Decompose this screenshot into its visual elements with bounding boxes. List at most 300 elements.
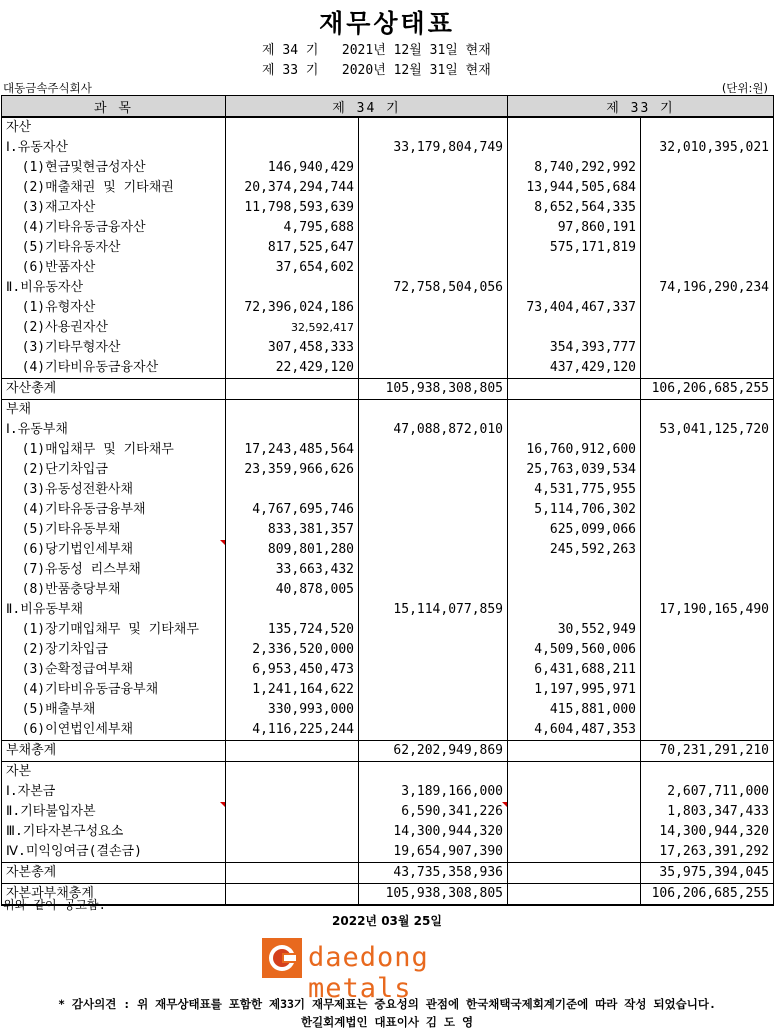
amount-cell xyxy=(508,884,641,906)
amount-cell xyxy=(508,218,641,238)
amount-cell xyxy=(508,379,641,400)
account-name-cell xyxy=(2,520,226,540)
amount-cell xyxy=(508,720,641,741)
table-row xyxy=(2,117,774,138)
amount-value: 35,975,394,045 xyxy=(659,865,769,880)
logo-wordmark: daedong metals xyxy=(308,942,429,1004)
company-name: 대동금속주식회사 xyxy=(3,81,92,95)
amount-cell xyxy=(641,720,774,741)
amount-value: 17,190,165,490 xyxy=(659,602,769,617)
account-name-cell xyxy=(2,480,226,500)
table-row xyxy=(2,540,774,560)
amount-value: 5,114,706,302 xyxy=(534,502,636,517)
amount-cell xyxy=(226,358,359,379)
amount-cell xyxy=(359,720,508,741)
amount-cell xyxy=(508,580,641,600)
amount-cell xyxy=(641,258,774,278)
table-row xyxy=(2,782,774,802)
amount-cell xyxy=(641,400,774,421)
amount-cell xyxy=(508,863,641,884)
amount-value: 32,010,395,021 xyxy=(659,140,769,155)
amount-cell xyxy=(359,762,508,783)
amount-value: 15,114,077,859 xyxy=(393,602,503,617)
table-row xyxy=(2,258,774,278)
amount-value: 809,801,280 xyxy=(267,542,354,557)
table-row xyxy=(2,379,774,400)
amount-cell xyxy=(641,560,774,580)
amount-cell xyxy=(508,420,641,440)
amount-cell xyxy=(359,580,508,600)
amount-cell xyxy=(641,741,774,762)
amount-value: 53,041,125,720 xyxy=(659,422,769,437)
amount-cell xyxy=(508,460,641,480)
amount-cell xyxy=(226,842,359,863)
account-name: (3)순확정급여부채 xyxy=(6,662,134,677)
amount-cell xyxy=(226,540,359,560)
amount-cell xyxy=(508,500,641,520)
account-name-cell xyxy=(2,338,226,358)
amount-cell xyxy=(359,680,508,700)
amount-cell xyxy=(359,540,508,560)
amount-cell xyxy=(226,158,359,178)
table-row xyxy=(2,318,774,338)
amount-cell xyxy=(359,520,508,540)
amount-cell xyxy=(508,117,641,138)
account-name: (3)유동성전환사채 xyxy=(6,482,134,497)
amount-cell xyxy=(508,822,641,842)
amount-cell xyxy=(359,884,508,906)
amount-value: 72,396,024,186 xyxy=(244,300,354,315)
amount-cell xyxy=(641,782,774,802)
amount-cell xyxy=(508,640,641,660)
amount-cell xyxy=(641,600,774,620)
amount-cell xyxy=(226,580,359,600)
amount-value: 354,393,777 xyxy=(549,340,636,355)
account-name: Ⅳ.미익잉여금(결손금) xyxy=(6,844,142,859)
amount-cell xyxy=(226,178,359,198)
amount-cell xyxy=(359,660,508,680)
amount-cell xyxy=(359,700,508,720)
amount-value: 4,795,688 xyxy=(283,220,354,235)
amount-cell xyxy=(641,762,774,783)
amount-value: 105,938,308,805 xyxy=(385,381,503,396)
table-row xyxy=(2,842,774,863)
amount-cell xyxy=(226,660,359,680)
amount-cell xyxy=(226,117,359,138)
table-row xyxy=(2,884,774,906)
amount-cell xyxy=(226,420,359,440)
amount-value: 23,359,966,626 xyxy=(244,462,354,477)
amount-cell xyxy=(641,802,774,822)
table-row xyxy=(2,802,774,822)
amount-value: 13,944,505,684 xyxy=(526,180,636,195)
table-row xyxy=(2,500,774,520)
account-name-cell xyxy=(2,620,226,640)
account-name-cell xyxy=(2,158,226,178)
table-row xyxy=(2,660,774,680)
account-name: 자본 xyxy=(6,764,32,779)
amount-cell xyxy=(641,298,774,318)
amount-value: 70,231,291,210 xyxy=(659,743,769,758)
account-name: Ⅱ.비유동부채 xyxy=(6,602,84,617)
amount-value: 11,798,593,639 xyxy=(244,200,354,215)
amount-cell xyxy=(226,680,359,700)
table-row xyxy=(2,420,774,440)
amount-cell xyxy=(226,640,359,660)
document-title: 재무상태표 xyxy=(319,9,455,38)
amount-value: 6,590,341,226 xyxy=(401,804,503,819)
amount-value: 40,878,005 xyxy=(275,582,354,597)
amount-value: 33,663,432 xyxy=(275,562,354,577)
amount-cell xyxy=(641,158,774,178)
period-previous: 제 33 기 2020년 12월 31일 현재 xyxy=(262,63,491,78)
table-row xyxy=(2,238,774,258)
account-name: Ⅱ.비유동자산 xyxy=(6,280,84,295)
amount-cell xyxy=(359,258,508,278)
amount-cell xyxy=(508,842,641,863)
account-name-cell xyxy=(2,600,226,620)
amount-cell xyxy=(641,863,774,884)
amount-cell xyxy=(641,338,774,358)
table-header-row xyxy=(2,96,774,118)
account-name-cell xyxy=(2,640,226,660)
amount-cell xyxy=(359,863,508,884)
amount-value: 245,592,263 xyxy=(549,542,636,557)
amount-value: 8,652,564,335 xyxy=(534,200,636,215)
amount-cell xyxy=(641,460,774,480)
account-name: (1)유형자산 xyxy=(6,300,96,315)
amount-cell xyxy=(359,640,508,660)
amount-cell xyxy=(508,520,641,540)
amount-value: 2,336,520,000 xyxy=(252,642,354,657)
account-name-cell xyxy=(2,580,226,600)
amount-cell xyxy=(641,640,774,660)
daedong-logo-icon xyxy=(262,938,302,978)
amount-value: 1,241,164,622 xyxy=(252,682,354,697)
amount-cell xyxy=(359,358,508,379)
amount-cell xyxy=(226,500,359,520)
amount-value: 19,654,907,390 xyxy=(393,844,503,859)
amount-value: 30,552,949 xyxy=(557,622,636,637)
table-row xyxy=(2,400,774,421)
account-name: (5)기타유동자산 xyxy=(6,240,121,255)
account-name: (3)기타무형자산 xyxy=(6,340,121,355)
account-name-cell xyxy=(2,560,226,580)
account-name-cell xyxy=(2,762,226,783)
amount-value: 17,263,391,292 xyxy=(659,844,769,859)
amount-cell xyxy=(359,500,508,520)
account-name: 부채총계 xyxy=(6,743,57,758)
account-name-cell xyxy=(2,238,226,258)
account-name-cell xyxy=(2,720,226,741)
account-name: (1)매입채무 및 기타채무 xyxy=(6,442,174,457)
amount-value: 3,189,166,000 xyxy=(401,784,503,799)
amount-cell xyxy=(641,500,774,520)
amount-value: 1,197,995,971 xyxy=(534,682,636,697)
account-name-cell xyxy=(2,379,226,400)
amount-cell xyxy=(641,420,774,440)
amount-cell xyxy=(508,198,641,218)
amount-value: 72,758,504,056 xyxy=(393,280,503,295)
account-name: (1)현금및현금성자산 xyxy=(6,160,146,175)
amount-cell xyxy=(359,822,508,842)
announcement-note: 위와 같이 공고함. xyxy=(3,898,106,912)
amount-value: 32,592,417 xyxy=(291,321,354,334)
amount-cell xyxy=(641,540,774,560)
amount-cell xyxy=(508,620,641,640)
account-name-cell xyxy=(2,218,226,238)
table-row xyxy=(2,440,774,460)
account-name: (4)기타유동금융자산 xyxy=(6,220,146,235)
amount-cell xyxy=(508,802,641,822)
amount-value: 33,179,804,749 xyxy=(393,140,503,155)
table-row xyxy=(2,520,774,540)
account-name-cell xyxy=(2,741,226,762)
amount-value: 437,429,120 xyxy=(549,360,636,375)
amount-cell xyxy=(508,440,641,460)
account-name-cell xyxy=(2,802,226,822)
amount-value: 330,993,000 xyxy=(267,702,354,717)
amount-cell xyxy=(359,741,508,762)
amount-cell xyxy=(508,178,641,198)
unit-label: (단위:원) xyxy=(721,81,768,95)
amount-cell xyxy=(508,338,641,358)
amount-cell xyxy=(641,680,774,700)
amount-cell xyxy=(359,620,508,640)
amount-cell xyxy=(226,218,359,238)
account-name-cell xyxy=(2,500,226,520)
comment-marker xyxy=(502,802,507,807)
account-name-cell xyxy=(2,117,226,138)
amount-cell xyxy=(508,680,641,700)
table-row xyxy=(2,700,774,720)
account-name: (7)유동성 리스부채 xyxy=(6,562,141,577)
account-name: (2)단기차입금 xyxy=(6,462,108,477)
account-name-cell xyxy=(2,138,226,158)
amount-cell xyxy=(226,802,359,822)
amount-value: 575,171,819 xyxy=(549,240,636,255)
amount-value: 4,531,775,955 xyxy=(534,482,636,497)
amount-cell xyxy=(508,782,641,802)
amount-cell xyxy=(508,278,641,298)
account-name-cell xyxy=(2,278,226,298)
company-logo xyxy=(262,938,522,1004)
table-row xyxy=(2,560,774,580)
amount-cell xyxy=(641,238,774,258)
account-name: 자산총계 xyxy=(6,381,57,396)
amount-cell xyxy=(226,720,359,741)
amount-cell xyxy=(641,218,774,238)
amount-cell xyxy=(226,762,359,783)
account-name-cell xyxy=(2,198,226,218)
table-row xyxy=(2,741,774,762)
amount-cell xyxy=(359,117,508,138)
account-name-cell xyxy=(2,863,226,884)
amount-cell xyxy=(359,480,508,500)
account-name: Ⅱ.기타불입자본 xyxy=(6,804,96,819)
account-name-cell xyxy=(2,700,226,720)
table-row xyxy=(2,863,774,884)
account-name: 부채 xyxy=(6,402,32,417)
account-name: 자본과부채총계 xyxy=(6,886,94,901)
amount-cell xyxy=(359,600,508,620)
account-name: (4)기타비유동금융부채 xyxy=(6,682,159,697)
amount-cell xyxy=(226,338,359,358)
amount-value: 37,654,602 xyxy=(275,260,354,275)
amount-value: 307,458,333 xyxy=(267,340,354,355)
amount-cell xyxy=(359,379,508,400)
amount-cell xyxy=(359,460,508,480)
amount-value: 4,767,695,746 xyxy=(252,502,354,517)
amount-value: 25,763,039,534 xyxy=(526,462,636,477)
amount-cell xyxy=(508,560,641,580)
account-name: (6)반품자산 xyxy=(6,260,96,275)
amount-cell xyxy=(226,520,359,540)
table-row xyxy=(2,680,774,700)
header-account: 과 목 xyxy=(2,96,226,118)
amount-value: 6,953,450,473 xyxy=(252,662,354,677)
account-name: Ⅰ.유동부채 xyxy=(6,422,68,437)
table-row xyxy=(2,338,774,358)
amount-cell xyxy=(226,298,359,318)
amount-cell xyxy=(641,318,774,338)
balance-sheet-table xyxy=(1,95,774,906)
amount-cell xyxy=(641,138,774,158)
amount-value: 16,760,912,600 xyxy=(526,442,636,457)
amount-cell xyxy=(359,338,508,358)
amount-cell xyxy=(226,278,359,298)
amount-cell xyxy=(226,238,359,258)
table-row xyxy=(2,762,774,783)
account-name-cell xyxy=(2,318,226,338)
amount-cell xyxy=(226,884,359,906)
account-name-cell xyxy=(2,420,226,440)
amount-value: 4,509,560,006 xyxy=(534,642,636,657)
amount-value: 8,740,292,992 xyxy=(534,160,636,175)
table-row xyxy=(2,198,774,218)
account-name: (8)반품충당부채 xyxy=(6,582,121,597)
amount-cell xyxy=(226,318,359,338)
amount-value: 135,724,520 xyxy=(267,622,354,637)
amount-value: 43,735,358,936 xyxy=(393,865,503,880)
amount-cell xyxy=(508,238,641,258)
amount-cell xyxy=(508,700,641,720)
amount-cell xyxy=(359,158,508,178)
amount-cell xyxy=(508,741,641,762)
account-name: (4)기타비유동금융자산 xyxy=(6,360,159,375)
amount-cell xyxy=(359,298,508,318)
amount-cell xyxy=(508,298,641,318)
amount-cell xyxy=(641,660,774,680)
account-name: (4)기타유동금융부채 xyxy=(6,502,146,517)
amount-value: 817,525,647 xyxy=(267,240,354,255)
amount-cell xyxy=(359,440,508,460)
amount-value: 47,088,872,010 xyxy=(393,422,503,437)
table-row xyxy=(2,358,774,379)
table-row xyxy=(2,278,774,298)
amount-cell xyxy=(508,600,641,620)
account-name-cell xyxy=(2,842,226,863)
amount-cell xyxy=(359,198,508,218)
amount-cell xyxy=(359,318,508,338)
amount-cell xyxy=(641,580,774,600)
table-row xyxy=(2,460,774,480)
amount-value: 17,243,485,564 xyxy=(244,442,354,457)
amount-value: 62,202,949,869 xyxy=(393,743,503,758)
table-row xyxy=(2,298,774,318)
amount-value: 22,429,120 xyxy=(275,360,354,375)
account-name: 자본총계 xyxy=(6,865,57,880)
account-name-cell xyxy=(2,258,226,278)
amount-value: 4,116,225,244 xyxy=(252,722,354,737)
account-name-cell xyxy=(2,660,226,680)
comment-marker xyxy=(220,540,225,545)
amount-value: 14,300,944,320 xyxy=(659,824,769,839)
amount-value: 105,938,308,805 xyxy=(385,886,503,901)
amount-cell xyxy=(359,802,508,822)
amount-value: 625,099,066 xyxy=(549,522,636,537)
amount-value: 146,940,429 xyxy=(267,160,354,175)
amount-cell xyxy=(359,420,508,440)
amount-value: 415,881,000 xyxy=(549,702,636,717)
account-name-cell xyxy=(2,680,226,700)
amount-value: 2,607,711,000 xyxy=(667,784,769,799)
amount-cell xyxy=(508,158,641,178)
amount-cell xyxy=(508,258,641,278)
amount-cell xyxy=(226,741,359,762)
amount-cell xyxy=(641,379,774,400)
amount-cell xyxy=(508,318,641,338)
account-name-cell xyxy=(2,400,226,421)
account-name-cell xyxy=(2,298,226,318)
amount-cell xyxy=(641,117,774,138)
account-name-cell xyxy=(2,358,226,379)
table-row xyxy=(2,822,774,842)
amount-value: 14,300,944,320 xyxy=(393,824,503,839)
amount-value: 4,604,487,353 xyxy=(534,722,636,737)
amount-cell xyxy=(359,560,508,580)
amount-cell xyxy=(226,379,359,400)
amount-cell xyxy=(226,822,359,842)
account-name-cell xyxy=(2,440,226,460)
auditor-signature: 한길회계법인 대표이사 김 도 영 xyxy=(300,1015,474,1029)
table-row xyxy=(2,158,774,178)
amount-cell xyxy=(226,400,359,421)
table-row xyxy=(2,218,774,238)
amount-value: 106,206,685,255 xyxy=(651,381,769,396)
table-row xyxy=(2,480,774,500)
amount-cell xyxy=(508,660,641,680)
account-name: (6)이연법인세부채 xyxy=(6,722,134,737)
table-row xyxy=(2,178,774,198)
account-name: (6)당기법인세부채 xyxy=(6,542,134,557)
header-current-period: 제 34 기 xyxy=(226,96,508,118)
amount-cell xyxy=(226,600,359,620)
amount-cell xyxy=(508,762,641,783)
amount-cell xyxy=(641,440,774,460)
amount-cell xyxy=(508,138,641,158)
amount-cell xyxy=(359,138,508,158)
amount-value: 73,404,467,337 xyxy=(526,300,636,315)
amount-cell xyxy=(641,884,774,906)
account-name: (2)장기차입금 xyxy=(6,642,108,657)
amount-cell xyxy=(641,178,774,198)
amount-cell xyxy=(226,700,359,720)
announcement-date: 2022년 03월 25일 xyxy=(332,914,442,928)
amount-cell xyxy=(508,540,641,560)
account-name: (3)재고자산 xyxy=(6,200,96,215)
account-name-cell xyxy=(2,460,226,480)
